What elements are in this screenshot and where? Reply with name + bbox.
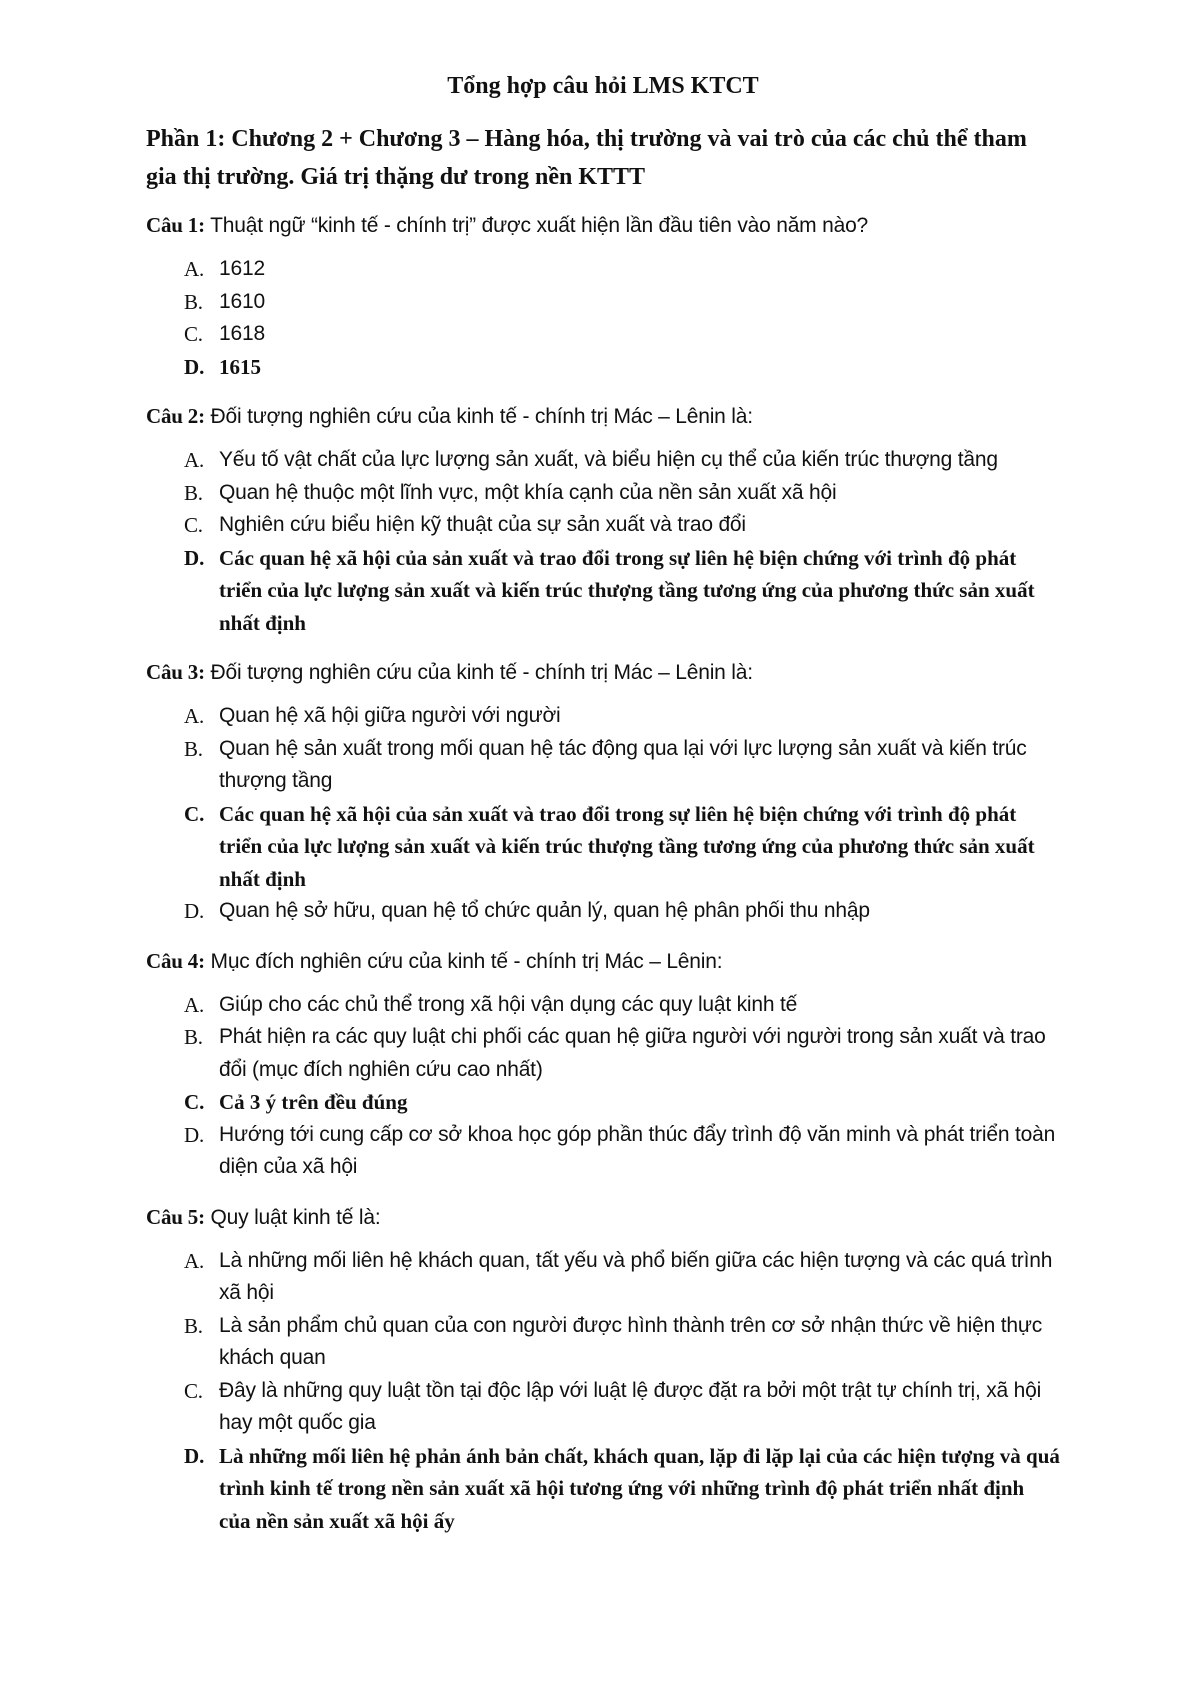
option-text: Hướng tới cung cấp cơ sở khoa học góp phần thúc đẩy trình độ văn minh và phát triển toàn diện của xã hội <box>219 1122 1056 1178</box>
option-letter: A. <box>184 1248 205 1273</box>
option-letter: C. <box>184 322 203 346</box>
option-letter: B. <box>184 736 203 761</box>
question-stem <box>146 657 1060 688</box>
section-heading: Phần 1: Chương 2 + Chương 3 – Hàng hóa, thị trường và vai trò của các chủ thể tham gia thị trường. Giá trị thặng dư trong nền KTTT <box>146 126 1027 190</box>
answer-option <box>184 1021 1060 1086</box>
question-text: Quy luật kinh tế là: <box>210 1205 381 1229</box>
option-letter: D. <box>184 1122 205 1147</box>
option-text: Quan hệ thuộc một lĩnh vực, một khía cạnh của nền sản xuất xã hội <box>219 480 837 504</box>
answer-option-correct <box>184 1086 1060 1119</box>
option-letter: C. <box>184 801 205 826</box>
option-letter: D. <box>184 354 205 379</box>
answer-option-correct <box>184 542 1060 640</box>
answer-option <box>184 318 1060 351</box>
option-letter: D. <box>184 545 205 570</box>
option-letter: A. <box>184 992 205 1017</box>
answer-option <box>184 895 1060 928</box>
answer-option <box>184 989 1060 1022</box>
answer-option-correct <box>184 1440 1060 1538</box>
answer-option <box>184 1119 1060 1184</box>
answer-option <box>184 253 1060 286</box>
answer-option <box>184 700 1060 733</box>
option-letter: B. <box>184 1313 203 1338</box>
option-text: Quan hệ sở hữu, quan hệ tổ chức quản lý, quan hệ phân phối thu nhập <box>219 899 870 922</box>
option-text: Phát hiện ra các quy luật chi phối các quan hệ giữa người với người trong sản xuất và trao đổi (mục đích nghiên cứu cao nhất) <box>219 1025 1046 1081</box>
question-stem <box>146 946 1060 977</box>
answer-options <box>146 444 1060 639</box>
option-letter: D. <box>184 899 205 923</box>
question-block <box>146 210 1060 383</box>
option-text: Nghiên cứu biểu hiện kỹ thuật của sự sản xuất và trao đổi <box>219 513 746 536</box>
answer-options <box>146 253 1060 383</box>
question-block <box>146 401 1060 639</box>
option-letter: A. <box>184 257 205 281</box>
option-text: Các quan hệ xã hội của sản xuất và trao đổi trong sự liên hệ biện chứng với trình độ phát triển của lực lượng sản xuất và kiến trúc thượng tầng tương ứng của phương thức sản xuất nhất định <box>219 801 1035 891</box>
option-text: Là sản phẩm chủ quan của con người được hình thành trên cơ sở nhận thức về hiện thực khách quan <box>219 1313 1043 1369</box>
question-number: Câu 4: <box>146 948 205 973</box>
answer-options <box>146 989 1060 1184</box>
question-text: Thuật ngữ “kinh tế - chính trị” được xuất hiện lần đầu tiên vào năm nào? <box>210 214 869 237</box>
option-text: 1615 <box>219 354 261 379</box>
option-text: Quan hệ sản xuất trong mối quan hệ tác động qua lại với lực lượng sản xuất và kiến trúc thượng tầng <box>219 736 1027 792</box>
option-text: Cả 3 ý trên đều đúng <box>219 1090 408 1114</box>
question-stem <box>146 401 1060 432</box>
answer-option <box>184 1375 1060 1440</box>
answer-options <box>146 700 1060 928</box>
option-text: Là những mối liên hệ khách quan, tất yếu và phổ biến giữa các hiện tượng và các quá trình xã hội <box>219 1248 1053 1304</box>
option-text: Giúp cho các chủ thể trong xã hội vận dụng các quy luật kinh tế <box>219 992 798 1016</box>
option-text: 1618 <box>219 322 265 345</box>
question-number: Câu 1: <box>146 213 205 237</box>
answer-option <box>184 477 1060 510</box>
answer-option <box>184 733 1060 798</box>
question-stem <box>146 1202 1060 1233</box>
option-letter: B. <box>184 289 203 314</box>
option-text: 1612 <box>219 257 265 280</box>
question-block <box>146 946 1060 1184</box>
question-number: Câu 3: <box>146 660 205 684</box>
option-letter: C. <box>184 513 203 537</box>
answer-option <box>184 444 1060 477</box>
question-block <box>146 1202 1060 1538</box>
option-letter: A. <box>184 448 205 472</box>
question-number: Câu 5: <box>146 1204 205 1229</box>
option-letter: B. <box>184 1025 203 1049</box>
answer-option <box>184 286 1060 319</box>
answer-options <box>146 1245 1060 1538</box>
answer-option <box>184 1245 1060 1310</box>
option-letter: A. <box>184 704 205 728</box>
question-text: Mục đích nghiên cứu của kinh tế - chính trị Mác – Lênin: <box>210 949 723 973</box>
answer-option-correct <box>184 798 1060 896</box>
option-text: 1610 <box>219 289 265 313</box>
option-text: Yếu tố vật chất của lực lượng sản xuất, và biểu hiện cụ thể của kiến trúc thượng tầng <box>219 448 998 471</box>
answer-option <box>184 1310 1060 1375</box>
option-text: Các quan hệ xã hội của sản xuất và trao đổi trong sự liên hệ biện chứng với trình độ phát triển của lực lượng sản xuất và kiến trúc thượng tầng tương ứng của phương thức sản xuất nhất định <box>219 545 1035 635</box>
question-text: Đối tượng nghiên cứu của kinh tế - chính trị Mác – Lênin là: <box>210 661 753 684</box>
option-text: Đây là những quy luật tồn tại độc lập với luật lệ được đặt ra bởi một trật tự chính trị, xã hội hay một quốc gia <box>219 1378 1042 1434</box>
answer-option <box>184 509 1060 542</box>
answer-option-correct <box>184 351 1060 384</box>
question-block <box>146 657 1060 928</box>
question-number: Câu 2: <box>146 404 205 428</box>
option-letter: B. <box>184 480 203 505</box>
option-text: Quan hệ xã hội giữa người với người <box>219 704 561 727</box>
question-text: Đối tượng nghiên cứu của kinh tế - chính trị Mác – Lênin là: <box>210 405 753 428</box>
question-list <box>146 210 1060 1537</box>
question-stem <box>146 210 1060 241</box>
option-letter: D. <box>184 1443 205 1468</box>
option-letter: C. <box>184 1378 203 1403</box>
option-text: Là những mối liên hệ phản ánh bản chất, khách quan, lặp đi lặp lại của các hiện tượng và quá trình kinh tế trong nền sản xuất xã hội tương ứng với những trình độ phát triển nhất định của nền sản xuất xã hội ấy <box>219 1443 1060 1533</box>
option-letter: C. <box>184 1090 205 1114</box>
document-title: Tổng hợp câu hỏi LMS KTCT <box>447 73 759 99</box>
